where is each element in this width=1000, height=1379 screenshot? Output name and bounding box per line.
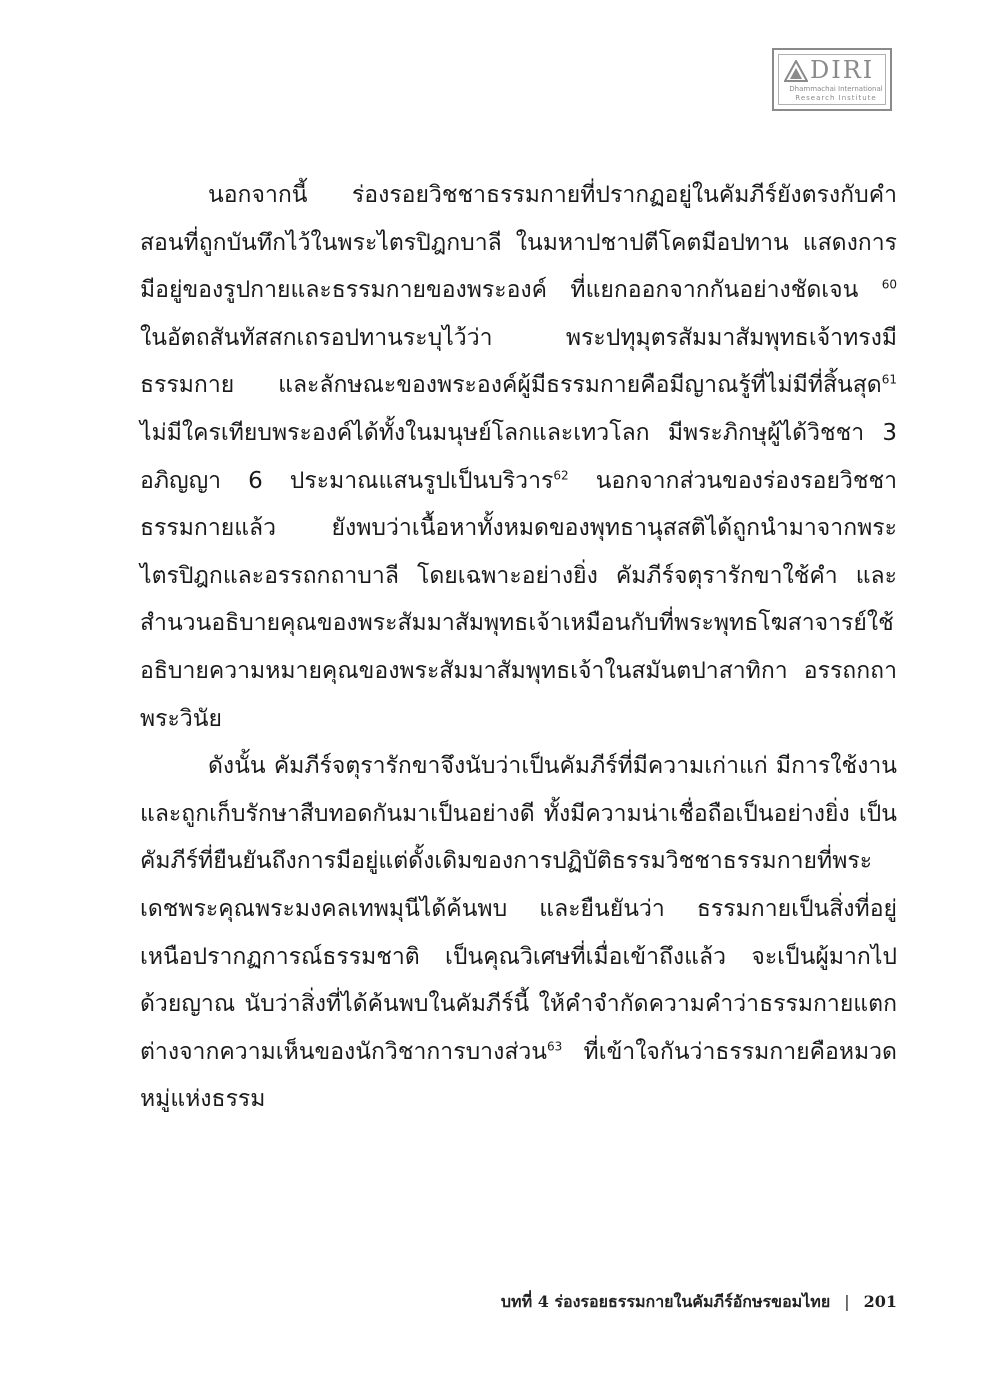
text-run: นอกจากนี้ ร่องรอยวิชชาธรรมกายที่ปรากฏอยู่ในคัมภีร์ยังตรงกับคำสอนที่ถูกบันทึกไว้ในพระไตรปิฎกบาลี ในมหาปชาปตีโคตมีอปทาน แสดงการมีอยู่ของรูปกายและธรรมกายของพระองค์ ที่แยกออกจากกันอย่างชัดเจน	[140, 182, 897, 304]
text-run: ในอัตถสันทัสสกเถรอปทานระบุไว้ว่า พระปทุมุตรสัมมาสัมพุทธเจ้าทรงมีธรรมกาย และลักษณะของพระองค์ผู้มีธรรมกายคือมีญาณรู้ที่ไม่มีที่สิ้นสุด	[140, 324, 897, 399]
diri-logo	[772, 48, 892, 111]
footer-separator: |	[844, 1292, 850, 1311]
text-run: ที่เข้าใจกันว่าธรรมกายคือหมวดหมู่แห่งธรรม	[140, 1038, 897, 1113]
footnote-ref: 61	[881, 372, 897, 387]
logo-subtitle-line2: Research Institute	[795, 94, 877, 102]
logo-subtitle-line1: Dhammachai International	[789, 85, 883, 93]
text-run: นอกจากส่วนของร่องรอยวิชชาธรรมกายแล้ว ยังพบว่าเนื้อหาทั้งหมดของพุทธานุสสติได้ถูกนำมาจากพระไตรปิฎกและอรรถกถาบาลี โดยเฉพาะอย่างยิ่ง คัมภีร์จตุรารักขาใช้คำ และสำนวนอธิบายคุณของพระสัมมาสัมพุทธเจ้าเหมือนกับที่พระพุทธโฆสาจารย์ใช้อธิบายความหมายคุณของพระสัมมาสัมพุทธเจ้าในสมันตปาสาทิกา อรรถกถาพระวินัย	[140, 467, 898, 732]
paragraph	[140, 743, 897, 1124]
text-run: ดังนั้น คัมภีร์จตุรารักขาจึงนับว่าเป็นคัมภีร์ที่มีความเก่าแก่ มีการใช้งานและถูกเก็บรักษาสืบทอดกันมาเป็นอย่างดี ทั้งมีความน่าเชื่อถือเป็นอย่างยิ่ง เป็นคัมภีร์ที่ยืนยันถึงการมีอยู่แต่ดั้งเดิมของการปฏิบัติธรรมวิชชาธรรมกายที่พระเดชพระคุณพระมงคลเทพมุนีได้ค้นพบ และยืนยันว่า ธรรมกายเป็นสิ่งที่อยู่เหนือปรากฏการณ์ธรรมชาติ เป็นคุณวิเศษที่เมื่อเข้าถึงแล้ว จะเป็นผู้มากไปด้วยญาณ นับว่าสิ่งที่ได้ค้นพบในคัมภีร์นี้ ให้คำจำกัดความคำว่าธรรมกายแตกต่างจากความเห็นของนักวิชาการบางส่วน	[140, 753, 897, 1065]
footnote-ref: 60	[881, 277, 897, 292]
triangle-emblem-icon	[784, 60, 808, 82]
logo-wordmark: DIRI	[810, 56, 875, 84]
page-number: 201	[863, 1292, 897, 1311]
footnote-ref: 63	[547, 1039, 563, 1054]
page-footer	[501, 1290, 897, 1315]
paragraph	[140, 172, 897, 743]
chapter-title: บทที่ 4 ร่องรอยธรรมกายในคัมภีร์อักษรขอมไทย	[500, 1292, 831, 1311]
text-run: ไม่มีใครเทียบพระองค์ได้ทั้งในมนุษย์โลกและเทวโลก มีพระภิกษุผู้ได้วิชชา 3 อภิญญา 6 ประมาณแสนรูปเป็นบริวาร	[140, 419, 897, 494]
body-text	[140, 172, 897, 1124]
footnote-ref: 62	[553, 467, 569, 482]
